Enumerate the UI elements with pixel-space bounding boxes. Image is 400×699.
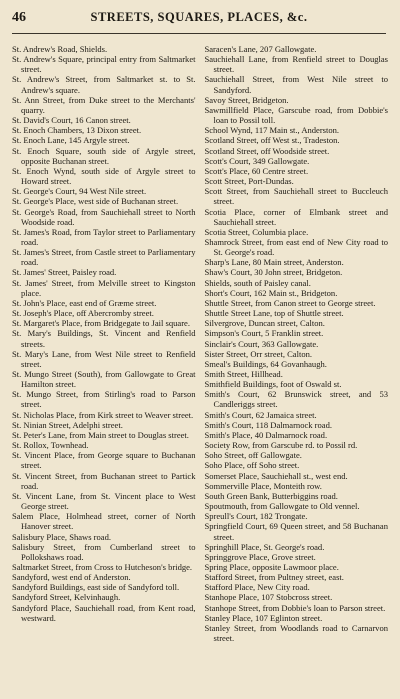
directory-entry: St. George's Court, 94 West Nile street. (12, 186, 147, 197)
directory-entry: Society Row, from Garscube rd. to Possil rd. (204, 440, 358, 451)
directory-entry: Sauchiehall Street, from West Nile street to Sandyford. (204, 74, 388, 95)
directory-entry: Stanley Place, 107 Eglinton street. (204, 612, 323, 623)
directory-entry: Stanley Street, from Woodlands road to Carnarvon street. (204, 622, 388, 644)
directory-entry: St. Mungo Street (South), from Gallowgate to Great Hamilton street. (12, 369, 196, 390)
page-header (12, 10, 386, 32)
directory-entry: St. John's Place, east end of Græme street. (12, 297, 157, 308)
directory-entry: Short's Court, 162 Main st., Bridgeton. (204, 287, 338, 298)
directory-entry: St. Peter's Lane, from Main street to Douglas street. (12, 429, 189, 440)
directory-entry: St. Ann Street, from Duke street to the Merchants' quarry. (12, 94, 196, 115)
directory-entry: St. Rollox, Townhead. (12, 440, 89, 451)
directory-entry: Scotland Street, off West st., Tradeston. (204, 135, 340, 146)
header-rule (12, 33, 386, 34)
directory-entry: Springhill Place, St. George's road. (204, 541, 325, 552)
directory-entry: St. Nicholas Place, from Kirk street to Weaver street. (12, 409, 194, 420)
directory-entry: Spreull's Court, 182 Trongate. (204, 511, 308, 522)
directory-entry: Spring Place, opposite Lawmoor place. (204, 561, 339, 572)
directory-entry: Scott's Court, 349 Gallowgate. (204, 155, 310, 166)
directory-entry: Smith's Court, 118 Dalmarnock road. (204, 419, 333, 430)
directory-entry: Soho Place, off Soho street. (204, 460, 300, 471)
directory-entry: Smith's Court, 62 Brunswick street, and 53 Candleriggs street. (204, 389, 388, 410)
directory-entry: Soho Street, off Gallowgate. (204, 450, 302, 461)
directory-entry: Savoy Street, Bridgeton. (204, 94, 289, 105)
directory-entry: St. David's Court, 16 Canon street. (12, 115, 131, 126)
directory-entry: Silvergrove, Duncan street, Calton. (204, 318, 325, 329)
directory-entry: Scott's Place, 60 Centre street. (204, 165, 309, 176)
directory-entry: Smith Street, Hillhead. (204, 369, 283, 379)
directory-entry: Smithfield Buildings, foot of Oswald st. (204, 379, 342, 390)
entry-columns (12, 44, 388, 693)
directory-entry: Sandyford Street, Kelvinhaugh. (12, 592, 121, 603)
directory-entry: Stafford Place, New City road. (204, 582, 310, 593)
directory-entry: Saltmarket Street, from Cross to Hutcheson's bridge. (12, 561, 193, 572)
directory-entry: Sharp's Lane, 80 Main street, Anderston. (204, 257, 344, 268)
directory-entry: Smith's Place, 40 Dalmarnock road. (204, 429, 328, 440)
directory-entry: St. George's Place, west side of Buchanan street. (12, 196, 179, 207)
directory-entry: St. Joseph's Place, off Abercromby street. (12, 308, 154, 319)
directory-entry: Somerset Place, Sauchiehall st., west end. (204, 470, 348, 481)
directory-entry: South Green Bank, Butterbiggins road. (204, 490, 338, 501)
directory-entry: Salisbury Street, from Cumberland street to Pollokshaws road. (12, 541, 196, 562)
directory-entry: Scott Street, from Sauchiehall street to Buccleuch street. (204, 186, 388, 207)
directory-entry: Sinclair's Court, 363 Gallowgate. (204, 338, 319, 349)
directory-entry: St. Mary's Buildings, St. Vincent and Renfield streets. (12, 328, 196, 349)
directory-entry: St. Mary's Lane, from West Nile street to Renfield street. (12, 348, 196, 369)
directory-entry: St. Ninian Street, Adelphi street. (12, 419, 123, 430)
directory-entry: Springfield Court, 69 Queen street, and 58 Buchanan street. (204, 521, 388, 542)
running-title: STREETS, SQUARES, PLACES, &c. (90, 10, 308, 24)
directory-entry: Smeal's Buildings, 64 Govanhaugh. (204, 358, 327, 369)
directory-entry: St. George's Road, from Sauchiehall street to North Woodside road. (12, 206, 196, 227)
directory-entry: St. Enoch Chambers, 13 Dixon street. (12, 125, 142, 136)
directory-entry: Salisbury Place, Shaws road. (12, 531, 111, 542)
directory-entry: St. Margaret's Place, from Bridgegate to Jail square. (12, 318, 190, 329)
directory-entry: Stanhope Street, from Dobbie's loan to Parson street. (204, 602, 386, 613)
directory-entry: Stanhope Place, 107 Stobcross street. (204, 592, 333, 603)
left-column (12, 44, 196, 693)
directory-entry: School Wynd, 117 Main st., Anderston. (204, 125, 340, 136)
directory-entry: St. James' Street, Paisley road. (12, 267, 117, 278)
directory-entry: St. Enoch Square, south side of Argyle street, opposite Buchanan street. (12, 145, 196, 166)
directory-entry: St. Andrew's Road, Shields. (12, 44, 108, 54)
directory-entry: Shields, south of Paisley canal. (204, 277, 311, 288)
directory-entry: Stafford Street, from Pultney street, east. (204, 572, 344, 583)
directory-entry: Scotia Street, Columbia place. (204, 226, 309, 237)
directory-entry: Shaw's Court, 30 John street, Bridgeton. (204, 267, 343, 278)
directory-entry: St. Mungo Street, from Stirling's road to Parson street. (12, 389, 196, 410)
directory-entry: Sister Street, Orr street, Calton. (204, 348, 313, 359)
directory-entry: Scotia Place, corner of Elmbank street and Sauchiehall street. (204, 206, 388, 227)
directory-entry: Shamrock Street, from east end of New City road to St. George's road. (204, 236, 388, 258)
directory-entry: Springgrove Place, Grove street. (204, 551, 316, 562)
directory-entry: Sandyford, west end of Anderston. (12, 572, 131, 583)
directory-entry: St. James's Street, from Castle street to Parliamentary road. (12, 247, 196, 268)
directory-entry: Sawmillfield Place, Garscube road, from Dobbie's loan to Possil toll. (204, 104, 388, 126)
directory-entry: Sandyford Place, Sauchiehall road, from Kent road, westward. (12, 602, 196, 623)
right-column (205, 44, 389, 693)
directory-entry: Scott Street, Port-Dundas. (204, 176, 294, 187)
directory-entry: St. Vincent Lane, from St. Vincent place to West George street. (12, 490, 196, 512)
directory-entry: Simpson's Court, 5 Franklin street. (204, 328, 324, 339)
directory-entry: St. James's Road, from Taylor street to Parliamentary road. (12, 226, 196, 247)
directory-entry: St. Enoch Lane, 145 Argyle street. (12, 135, 130, 146)
directory-entry: St. Enoch Wynd, south side of Argyle street to Howard street. (12, 165, 196, 187)
directory-entry: Sauchiehall Lane, from Renfield street to Douglas street. (204, 54, 388, 75)
directory-entry: Scotland Street, off Woodside street. (204, 145, 330, 156)
directory-entry: St. Vincent Place, from George square to Buchanan street. (12, 450, 196, 471)
directory-entry: St. Vincent Street, from Buchanan street to Partick road. (12, 470, 196, 491)
directory-entry: St. Andrew's Square, principal entry from Saltmarket street. (12, 54, 196, 75)
directory-entry: Sommerville Place, Monteith row. (204, 480, 322, 491)
directory-entry: Shuttle Street, from Canon street to George street. (204, 297, 376, 308)
directory-entry: Sandyford Buildings, east side of Sandyford toll. (12, 582, 180, 593)
directory-entry: Spoutmouth, from Gallowgate to Old vennel. (204, 501, 360, 512)
directory-entry: Saracen's Lane, 207 Gallowgate. (204, 44, 317, 54)
directory-entry: St. Andrew's Street, from Saltmarket st. to St. Andrew's square. (12, 74, 196, 95)
directory-entry: Salem Place, Holmhead street, corner of North Hanover street. (12, 511, 196, 532)
directory-entry: Shuttle Street Lane, top of Shuttle street. (204, 308, 344, 319)
page-number: 46 (12, 10, 26, 25)
directory-entry: St. James' Street, from Melville street to Kingston place. (12, 277, 196, 298)
directory-entry: Smith's Court, 62 Jamaica street. (204, 409, 317, 420)
